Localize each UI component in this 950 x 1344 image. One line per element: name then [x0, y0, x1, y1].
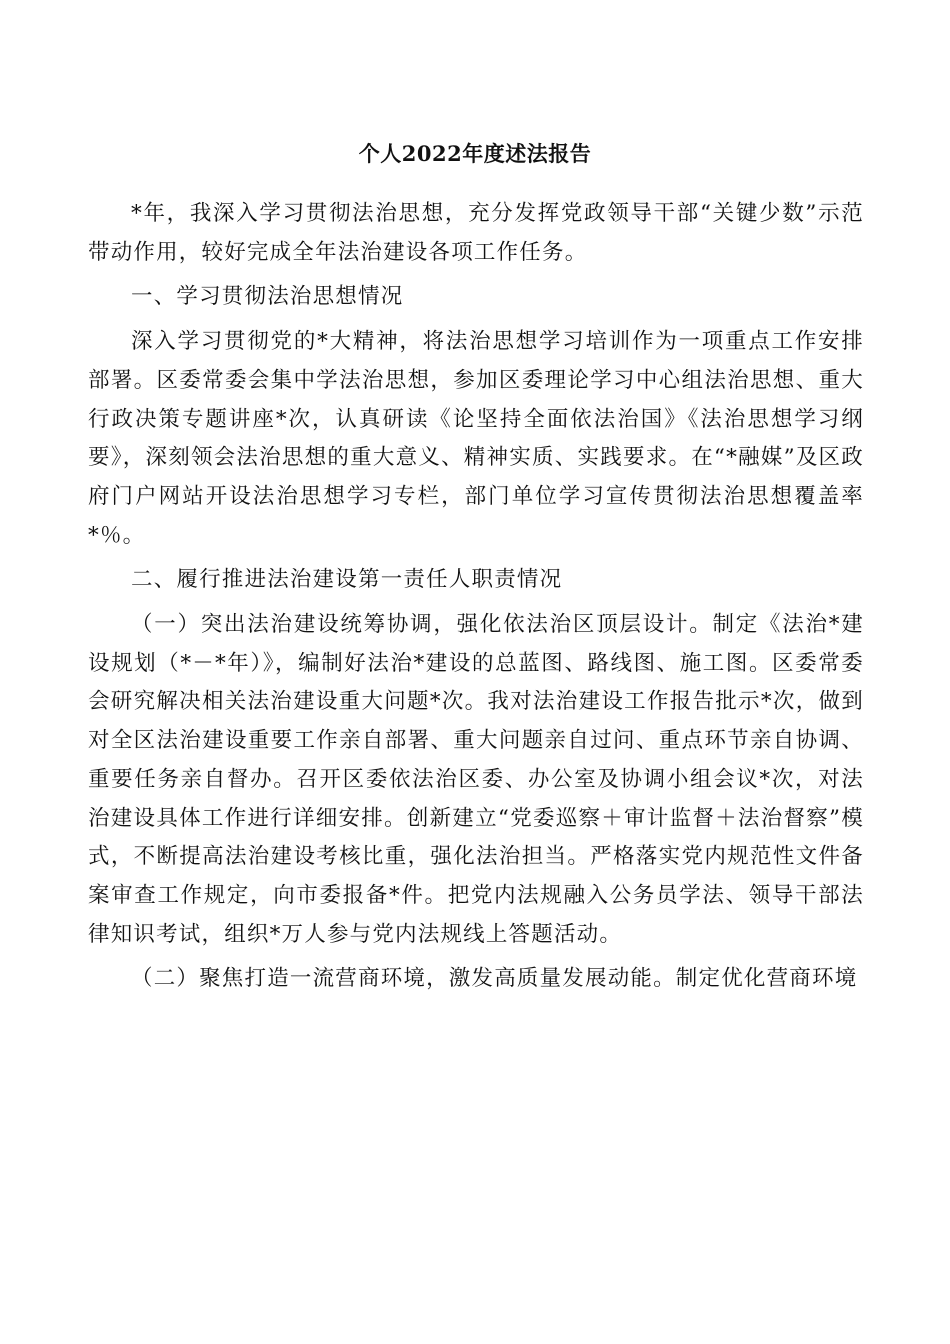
intro-paragraph: *年，我深入学习贯彻法治思想，充分发挥党政领导干部“关键少数”示范带动作用，较好完成全年法治建设各项工作任务。 — [88, 201, 864, 265]
document-body — [88, 195, 864, 999]
document-title: 个人2022年度述法报告 — [358, 141, 592, 166]
subsection-1-paragraph: （一）突出法治建设统筹协调，强化依法治区顶层设计。制定《法治*建设规划（*－*年）》，编制好法治*建设的总蓝图、路线图、施工图。区委常委会研究解决相关法治建设重大问题*次。我对法治建设工作报告批示*次，做到对全区法治建设重要工作亲自部署、重大问题亲自过问、重点环节亲自协调、重要任务亲自督办。召开区委依法治区委、办公室及协调小组会议*次，对法治建设具体工作进行详细安排。创新建立“党委巡察＋审计监督＋法治督察”模式，不断提高法治建设考核比重，强化法治担当。严格落实党内规范性文件备案审查工作规定，向市委报备*件。把党内法规融入公务员学法、领导干部法律知识考试，组织*万人参与党内法规线上答题活动。 — [88, 612, 864, 947]
section-heading-2: 二、履行推进法治建设第一责任人职责情况 — [131, 567, 563, 593]
section-1-paragraph: 深入学习贯彻党的*大精神，将法治思想学习培训作为一项重点工作安排部署。区委常委会集中学法治思想，参加区委理论学习中心组法治思想、重大行政决策专题讲座*次，认真研读《论坚持全面依法治国》《法治思想学习纲要》，深刻领会法治思想的重大意义、精神实质、实践要求。在“*融媒”及区政府门户网站开设法治思想学习专栏，部门单位学习宣传贯彻法治思想覆盖率*％。 — [88, 329, 864, 548]
subsection-2-paragraph: （二）聚焦打造一流营商环境，激发高质量发展动能。制定优化营商环境 — [131, 966, 858, 992]
section-heading-1: 一、学习贯彻法治思想情况 — [131, 284, 404, 310]
